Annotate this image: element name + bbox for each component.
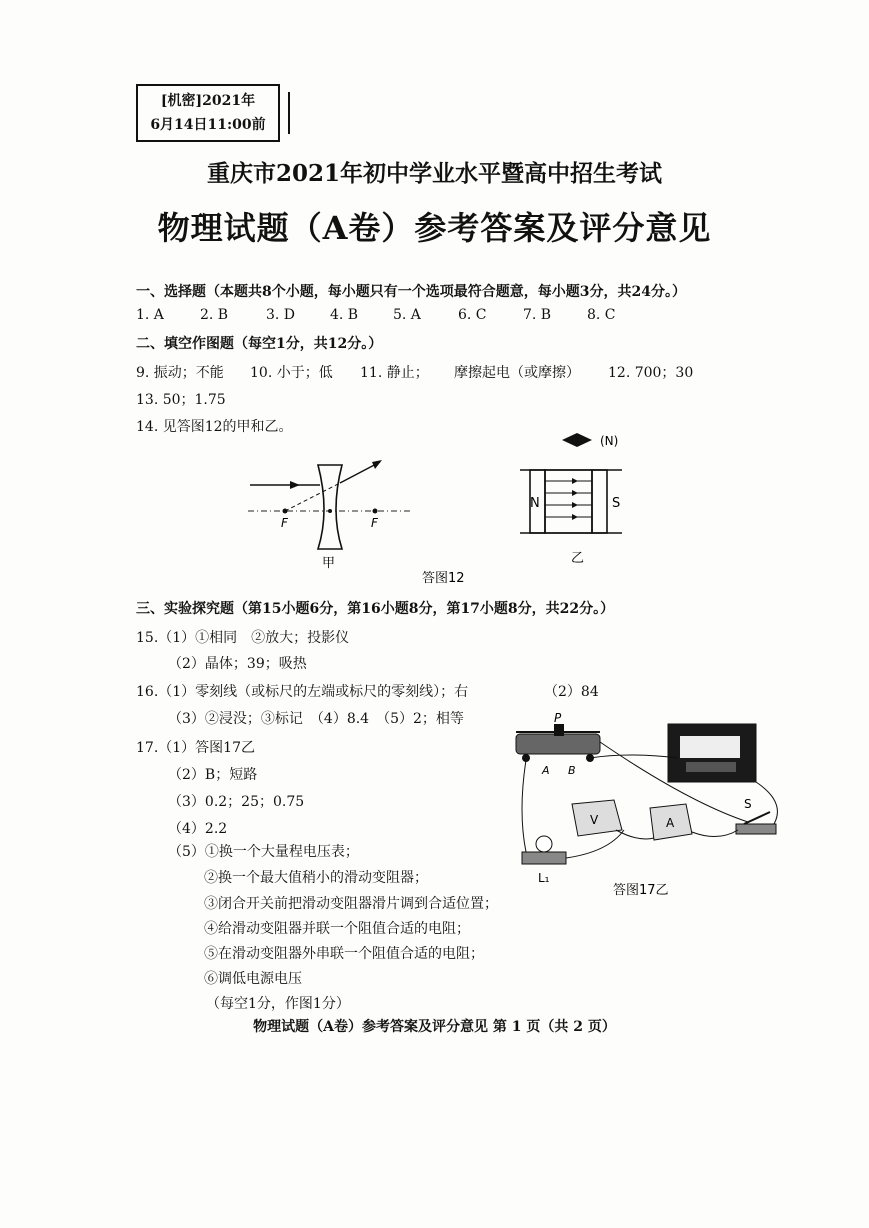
answer-q17-5c: ③闭合开关前把滑动变阻器滑片调到合适位置；: [204, 896, 498, 912]
answer-q17-2: （2）B；短路: [168, 767, 258, 783]
answer-2: 2. B: [200, 307, 229, 323]
compass-needle-icon: [562, 433, 592, 447]
answer-q9: 9. 振动；不能: [136, 365, 224, 381]
answer-q17-5f: ⑥调低电源电压: [204, 971, 302, 987]
answer-q16-1: 16.（1）零刻线（或标尺的左端或标尺的零刻线）；右: [136, 684, 469, 700]
answer-q15-2: （2）晶体；39；吸热: [168, 656, 307, 672]
terminal-a-label: A: [542, 764, 550, 777]
label-yi: 乙: [571, 551, 585, 566]
power-supply: [668, 724, 756, 782]
needle-label: (N): [600, 434, 619, 448]
section-3-heading: 三、实验探究题（第15小题6分，第16小题8分，第17小题8分，共22分。）: [136, 601, 615, 617]
voltmeter: [572, 800, 622, 836]
answer-3: 3. D: [266, 307, 296, 323]
answer-q17-5e: ⑤在滑动变阻器外串联一个阻值合适的电阻；: [204, 946, 484, 962]
focal-point-right: F: [371, 516, 378, 530]
figure-17-caption: 答图17乙: [613, 883, 669, 897]
answer-q16-1b: （2）84: [544, 684, 599, 700]
stamp-bracket: [280, 92, 290, 134]
score-note: （每空1分，作图1分）: [206, 996, 350, 1012]
focal-point-left: F: [281, 516, 288, 530]
answer-q17-5b: ②换一个最大值稍小的滑动变阻器；: [204, 870, 428, 886]
switch-label: S: [744, 797, 752, 811]
rheostat: [516, 712, 600, 777]
answer-q11: 11. 静止；: [360, 365, 429, 381]
section-1-heading: 一、选择题（本题共8个小题，每小题只有一个选项最符合题意，每小题3分，共24分。）: [136, 284, 686, 300]
ammeter: [650, 804, 692, 840]
terminal-b-label: B: [568, 764, 576, 777]
exam-title: 重庆市2021年初中学业水平暨高中招生考试: [206, 160, 662, 187]
answer-q17-4: （4）2.2: [168, 821, 228, 837]
switch-s: [736, 797, 776, 834]
magnet-field-diagram: [520, 433, 622, 566]
answer-q10: 10. 小于；低: [250, 365, 333, 381]
answer-4: 4. B: [330, 307, 359, 323]
answer-q15-1: 15.（1）①相同 ②放大；投影仪: [136, 630, 350, 646]
answer-q17-3: （3）0.2；25；0.75: [168, 794, 305, 810]
figure-17: [508, 712, 798, 897]
magnet-n-pole: N: [530, 496, 540, 511]
ammeter-label: A: [666, 816, 675, 830]
answer-8: 8. C: [587, 307, 616, 323]
answer-q17-1: 17.（1）答图17乙: [136, 740, 255, 756]
magnet-s-pole: S: [612, 496, 621, 511]
answer-q17-5: （5）①换一个大量程电压表；: [168, 844, 359, 860]
answer-q14: 14. 见答图12的甲和乙。: [136, 419, 293, 435]
answer-5: 5. A: [393, 307, 421, 323]
answer-q16-2: （3）②浸没；③标记 （4）8.4 （5）2；相等: [168, 711, 464, 727]
label-jia: 甲: [322, 556, 336, 571]
answer-6: 6. C: [458, 307, 487, 323]
confidential-stamp: [136, 84, 280, 142]
figure-12-caption: 答图12: [422, 571, 465, 586]
bulb-l1: [522, 836, 566, 885]
answer-q17-5d: ④给滑动变阻器并联一个阻值合适的电阻；: [204, 921, 470, 937]
answer-7: 7. B: [523, 307, 552, 323]
concave-lens-diagram: [248, 460, 410, 571]
slider-p-label: P: [554, 712, 562, 725]
stamp-line-1: [机密]2021年: [160, 93, 256, 109]
answer-q13: 13. 50；1.75: [136, 392, 226, 408]
bulb-label: L₁: [538, 871, 550, 885]
answer-q12: 12. 700；30: [608, 365, 694, 381]
figure-12: [230, 425, 650, 595]
answer-1: 1. A: [136, 307, 164, 323]
answer-q11-b: 摩擦起电（或摩擦）: [454, 365, 580, 381]
page-footer: 物理试题（A卷）参考答案及评分意见 第 1 页（共 2 页）: [253, 1019, 616, 1035]
voltmeter-label: V: [590, 813, 599, 827]
stamp-line-2: 6月14日11:00前: [150, 117, 266, 133]
section-2-heading: 二、填空作图题（每空1分，共12分。）: [136, 336, 383, 352]
document-title: 物理试题（A卷）参考答案及评分意见: [157, 209, 712, 247]
